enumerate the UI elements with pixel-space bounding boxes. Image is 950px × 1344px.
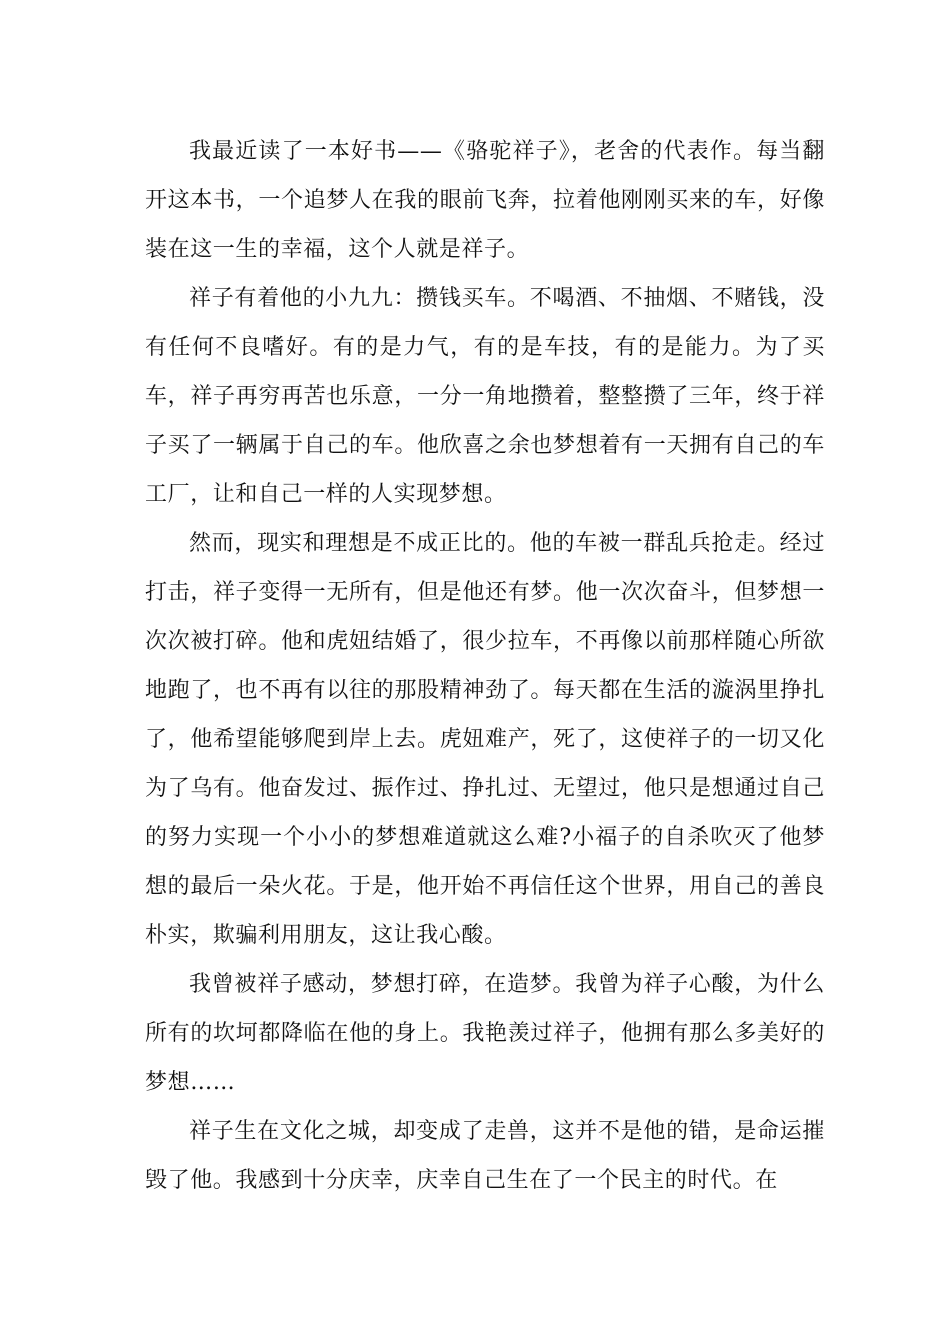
paragraph-3: 然而，现实和理想是不成正比的。他的车被一群乱兵抢走。经过打击，祥子变得一无所有，但是他还有梦。他一次次奋斗，但梦想一次次被打碎。他和虎妞结婚了，很少拉车，不再像以前那样随心所欲地跑了，也不再有以往的那股精神劲了。每天都在生活的漩涡里挣扎了，他希望能够爬到岸上去。虎妞难产，死了，这使祥子的一切又化为了乌有。他奋发过、振作过、挣扎过、无望过，他只是想通过自己的努力实现一个小小的梦想难道就这么难?小福子的自杀吹灭了他梦想的最后一朵火花。于是，他开始不再信任这个世界，用自己的善良朴实，欺骗利用朋友，这让我心酸。 [145, 531, 825, 948]
paragraph-5: 祥子生在文化之城，却变成了走兽，这并不是他的错，是命运摧毁了他。我感到十分庆幸，庆幸自己生在了一个民主的时代。在 [145, 1119, 825, 1193]
paragraph-1: 我最近读了一本好书——《骆驼祥子》，老舍的代表作。每当翻开这本书，一个追梦人在我的眼前飞奔，拉着他刚刚买来的车，好像装在这一生的幸福，这个人就是祥子。 [145, 139, 825, 262]
paragraph-4: 我曾被祥子感动，梦想打碎，在造梦。我曾为祥子心酸，为什么所有的坎坷都降临在他的身上。我艳羡过祥子，他拥有那么多美好的梦想…… [145, 972, 825, 1095]
paragraph-2: 祥子有着他的小九九：攒钱买车。不喝酒、不抽烟、不赌钱，没有任何不良嗜好。有的是力气，有的是车技，有的是能力。为了买车，祥子再穷再苦也乐意，一分一角地攒着，整整攒了三年，终于祥子买了一辆属于自己的车。他欣喜之余也梦想着有一天拥有自己的车工厂，让和自己一样的人实现梦想。 [145, 286, 825, 507]
document-body [145, 127, 825, 1205]
